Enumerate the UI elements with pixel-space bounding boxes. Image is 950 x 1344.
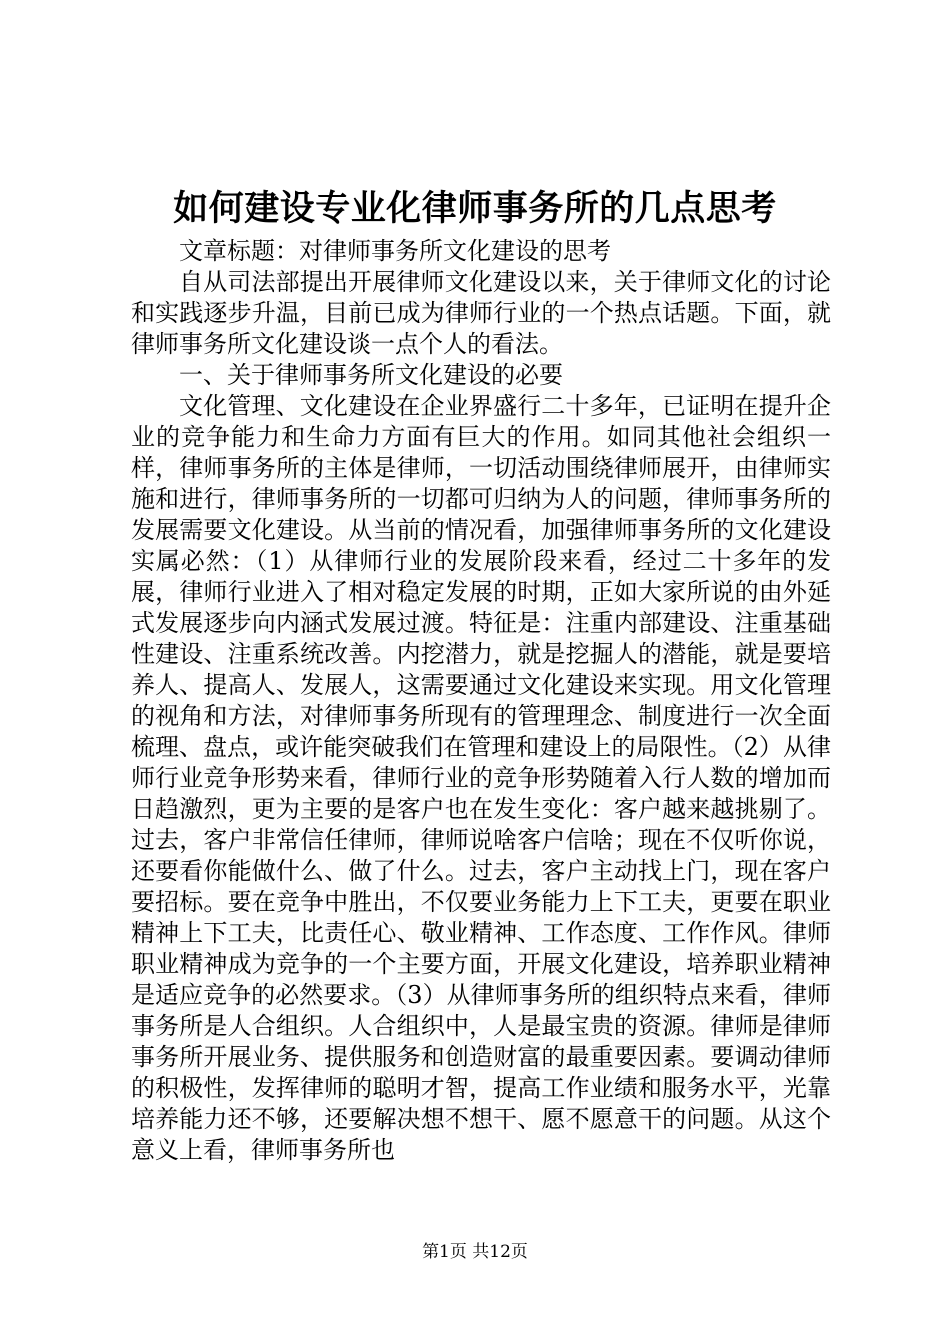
section-heading: 一、关于律师事务所文化建设的必要 (179, 361, 563, 389)
article-subtitle: 文章标题：对律师事务所文化建设的思考 (179, 237, 611, 265)
document-body (131, 236, 831, 1166)
paragraph-intro: 自从司法部提出开展律师文化建设以来，关于律师文化的讨论和实践逐步升温，目前已成为律师行业的一个热点话题。下面，就律师事务所文化建设谈一点个人的看法。 (131, 268, 831, 358)
paragraph-body: 文化管理、文化建设在企业界盛行二十多年，已证明在提升企业的竞争能力和生命力方面有巨大的作用。如同其他社会组织一样，律师事务所的主体是律师，一切活动围绕律师展开，由律师实施和进行，律师事务所的一切都可归纳为人的问题，律师事务所的发展需要文化建设。从当前的情况看，加强律师事务所的文化建设实属必然：（1）从律师行业的发展阶段来看，经过二十多年的发展，律师行业进入了相对稳定发展的时期，正如大家所说的由外延式发展逐步向内涵式发展过渡。特征是：注重内部建设、注重基础性建设、注重系统改善。内挖潜力，就是挖掘人的潜能，就是要培养人、提高人、发展人，这需要通过文化建设来实现。用文化管理的视角和方法，对律师事务所现有的管理理念、制度进行一次全面梳理、盘点，或许能突破我们在管理和建设上的局限性。（2）从律师行业竞争形势来看，律师行业的竞争形势随着入行人数的增加而日趋激烈，更为主要的是客户也在发生变化：客户越来越挑剔了。过去，客户非常信任律师，律师说啥客户信啥；现在不仅听你说，还要看你能做什么、做了什么。过去，客户主动找上门，现在客户要招标。要在竞争中胜出，不仅要业务能力上下工夫，更要在职业精神上下工夫，比责任心、敬业精神、工作态度、工作作风。律师职业精神成为竞争的一个主要方面，开展文化建设，培养职业精神是适应竞争的必然要求。（3）从律师事务所的组织特点来看，律师事务所是人合组织。人合组织中，人是最宝贵的资源。律师是律师事务所开展业务、提供服务和创造财富的最重要因素。要调动律师的积极性，发挥律师的聪明才智，提高工作业绩和服务水平，光靠培养能力还不够，还要解决想不想干、愿不愿意干的问题。从这个意义上看，律师事务所也 (131, 392, 831, 1164)
page-number: 第1页 共12页 (422, 1242, 528, 1262)
document-title: 如何建设专业化律师事务所的几点思考 (173, 188, 777, 229)
